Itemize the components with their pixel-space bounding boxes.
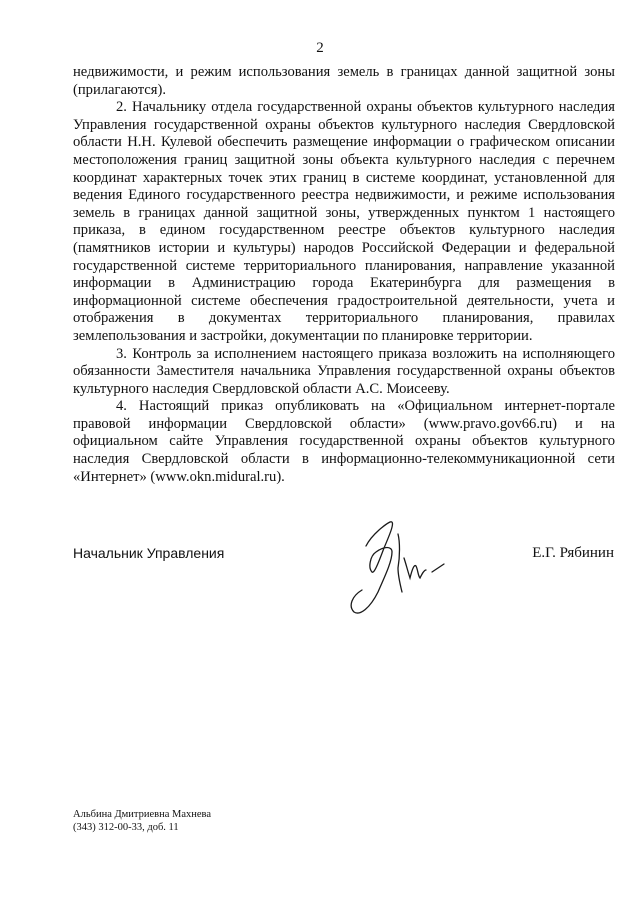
page-number: 2 (316, 40, 324, 56)
signatory-title: Начальник Управления (73, 545, 225, 561)
contact-block (73, 808, 211, 834)
document-body (73, 64, 615, 486)
contact-phone: (343) 312-00-33, доб. 11 (73, 822, 179, 833)
signatory-name: Е.Г. Рябинин (532, 545, 614, 561)
paragraph-item-3: 3. Контроль за исполнением настоящего приказа возложить на исполняющего обязанности Заместителя начальника Управления государственной охраны объектов культурного наследия Свердловской области А.С. Моисееву. (73, 345, 615, 397)
contact-name: Альбина Дмитриевна Махнева (73, 809, 212, 820)
paragraph-item-4: 4. Настоящий приказ опубликовать на «Официальном интернет-портале правовой информации Свердловской области» (www.pravo.gov66.ru) и на официальном сайте Управления государственной охраны объектов культурного наследия Свердловской области в информационно-телекоммуникационной сети «Интернет» (www.okn.midural.ru). (73, 398, 615, 485)
paragraph-continuation: недвижимости, и режим использования земель в границах данной защитной зоны (прилагаются). (73, 64, 615, 98)
paragraph-item-2: 2. Начальнику отдела государственной охраны объектов культурного наследия Управления государственной охраны объектов культурного наследия Свердловской области Н.Н. Кулевой обеспечить размещение информации о графическом описании местоположения границ защитной зоны объекта культурного наследия с перечнем координат характерных точек этих границ в системе координат, установленной для ведения Единого государственного реестра недвижимости, и режиме использования земель в границах данной защитной зоны, утвержденных пунктом 1 настоящего приказа, в едином государственном реестре объектов культурного наследия (памятников истории и культуры) народов Российской Федерации и федеральной государственной системе территориального планирования, направление указанной информации в Администрацию города Екатеринбурга для размещения в информационной системе обеспечения градостроительной деятельности, учета и отображения в документах территориального планирования, правилах землепользования и застройки, документации по планировке территории. (73, 99, 615, 344)
handwritten-signature (340, 512, 460, 622)
